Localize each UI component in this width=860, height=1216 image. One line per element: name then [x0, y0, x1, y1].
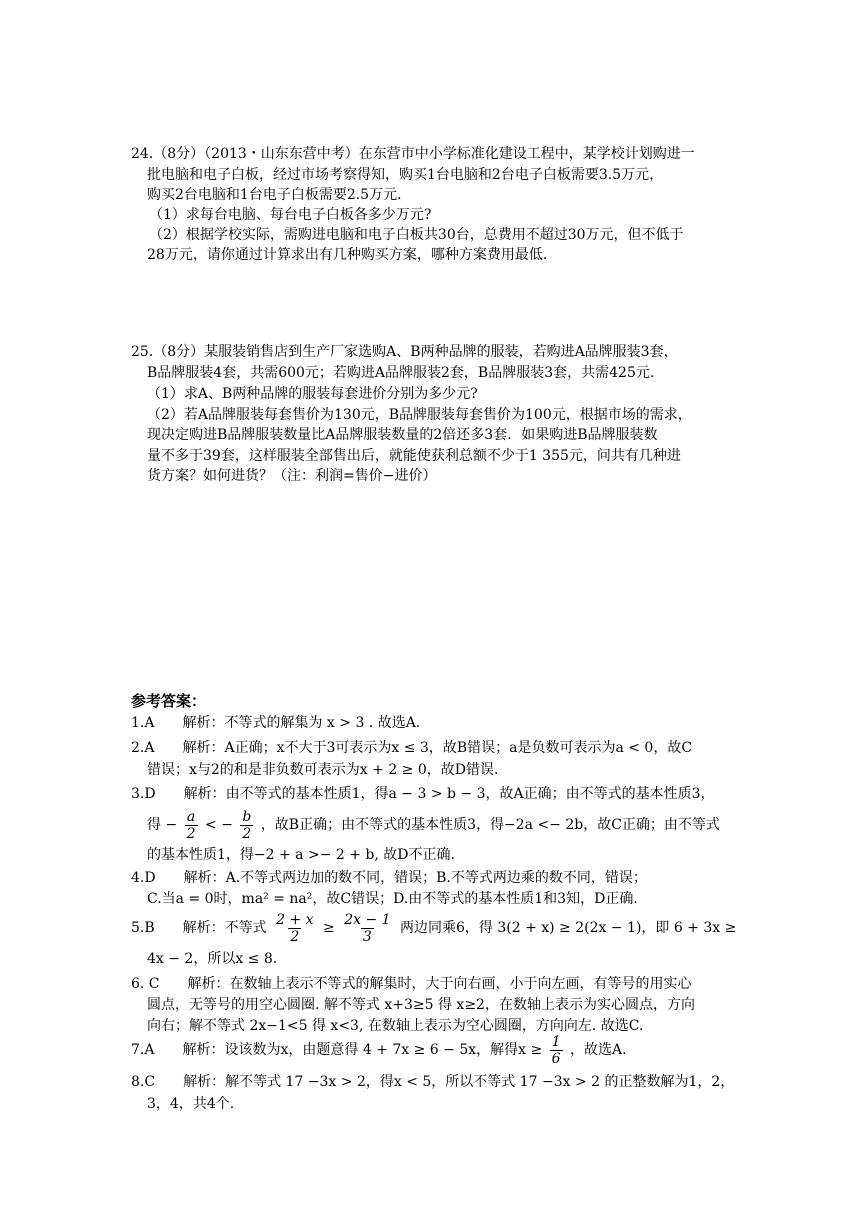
answer-5-prefix: 5.B 解析：不等式 [131, 920, 267, 936]
answer-2-line-2: 错误；x与2的和是非负数可表示为x + 2 ≥ 0，故D错误. [147, 762, 499, 778]
inequality-sign: < − [205, 817, 233, 833]
q25-part-2: （2）若A品牌服装每套售价为130元，B品牌服装每套售价为100元，根据市场的需求， [147, 407, 692, 423]
fraction-denominator: 6 [551, 1050, 561, 1067]
answer-7-suffix: ，故选A. [570, 1042, 627, 1058]
answer-2-line-1: 2.A 解析：A正确；x不大于3可表示为x ≤ 3，故B错误；a是负数可表示为a < 0，故C [131, 740, 693, 756]
answer-5-line-1 [131, 911, 736, 945]
fraction-numerator: 1 [551, 1033, 561, 1050]
answer-4-line-2: C.当a = 0时，ma² = na²，故C错误；D.由不等式的基本性质1和3知，D正确. [147, 891, 638, 907]
q24-part-2: （2）根据学校实际，需购进电脑和电子白板共30台，总费用不超过30万元，但不低于 [149, 227, 684, 243]
fraction-2x-minus-1-over-3 [342, 912, 392, 945]
inequality-sign: ≥ [323, 920, 335, 936]
answer-1: 1.A 解析：不等式的解集为 x > 3 . 故选A. [131, 715, 421, 731]
fraction-a-over-2 [185, 809, 198, 842]
fraction-numerator: a [186, 808, 196, 825]
answer-3-line-1: 3.D 解析：由不等式的基本性质1，得a − 3 > b − 3，故A正确；由不等式的基本性质3， [131, 786, 715, 802]
answers-heading: 参考答案： [131, 692, 207, 710]
answer-7-prefix: 7.A 解析：设该数为x，由题意得 4 + 7x ≥ 6 − 5x，解得x ≥ [131, 1042, 543, 1058]
q24-line-1: 24.（8分）（2013・山东东营中考）在东营市中小学标准化建设工程中，某学校计划购进一 [131, 146, 695, 162]
q25-line-2: B品牌服装4套，共需600元；若购进A品牌服装2套，B品牌服装3套，共需425元. [147, 365, 655, 381]
fraction-denominator: 2 [186, 825, 196, 842]
q24-part-1: （1）求每台电脑、每台电子白板各多少万元? [149, 207, 432, 223]
fraction-denominator: 2 [290, 928, 300, 945]
fraction-denominator: 2 [242, 825, 252, 842]
fraction-b-over-2 [240, 809, 253, 842]
answer-3-prefix: 得 − [147, 817, 178, 833]
q25-part-1: （1）求A、B两种品牌的服装每套进价分别为多少元? [147, 386, 478, 402]
fraction-numerator: b [242, 808, 252, 825]
fraction-2-plus-x-over-2 [274, 912, 315, 945]
q25-part-2-cont-2: 量不多于39套，这样服装全部售出后，就能使获利总额不少于1 355元，问共有几种进 [147, 448, 681, 464]
q24-part-2-cont: 28万元，请你通过计算求出有几种购买方案，哪种方案费用最低. [147, 247, 548, 263]
answer-7 [131, 1033, 627, 1067]
answer-4-line-1: 4.D 解析：A.不等式两边加的数不同，错误；B.不等式两边乘的数不同，错误； [131, 870, 647, 886]
answer-3-line-3: 的基本性质1，得−2 + a >− 2 + b, 故D不正确. [147, 847, 455, 863]
fraction-numerator: 2x − 1 [344, 911, 391, 928]
q25-part-2-cont-3: 货方案？如何进货？（注：利润=售价−进价） [147, 468, 437, 484]
fraction-numerator: 2 + x [276, 911, 314, 928]
answer-3-line-2 [147, 808, 720, 842]
answer-8-line-2: 3，4，共4个. [147, 1096, 235, 1112]
answer-6-line-2: 圆点，无等号的用空心圆圈. 解不等式 x+3≥5 得 x≥2，在数轴上表示为实心圆点，方向 [147, 997, 695, 1013]
q24-line-3: 购买2台电脑和1台电子白板需要2.5万元. [147, 187, 402, 203]
answer-5-suffix: 两边同乘6，得 3(2 + x) ≥ 2(2x − 1)，即 6 + 3x ≥ [399, 920, 737, 936]
answer-6-line-1: 6. C 解析：在数轴上表示不等式的解集时，大于向右画，小于向左画，有等号的用实心 [131, 976, 692, 992]
answer-8-line-1: 8.C 解析：解不等式 17 −3x > 2，得x < 5，所以不等式 17 −3x > 2 的正整数解为1，2， [131, 1074, 735, 1090]
answer-5-line-2: 4x − 2，所以x ≤ 8. [147, 951, 278, 967]
answer-3-suffix: ，故B正确；由不等式的基本性质3，得−2a <− 2b，故C正确；由不等式 [260, 817, 720, 833]
fraction-1-over-6 [550, 1034, 563, 1067]
answer-6-line-3: 向右；解不等式 2x−1<5 得 x<3, 在数轴上表示为空心圆圈，方向向左. 故选C. [147, 1018, 644, 1034]
q25-line-1: 25.（8分）某服装销售店到生产厂家选购A、B两种品牌的服装，若购进A品牌服装3套， [131, 344, 678, 360]
q25-part-2-cont-1: 现决定购进B品牌服装数量比A品牌服装数量的2倍还多3套．如果购进B品牌服装数 [147, 427, 658, 443]
fraction-denominator: 3 [362, 928, 372, 945]
q24-line-2: 批电脑和电子白板，经过市场考察得知，购买1台电脑和2台电子白板需要3.5万元， [147, 167, 664, 183]
